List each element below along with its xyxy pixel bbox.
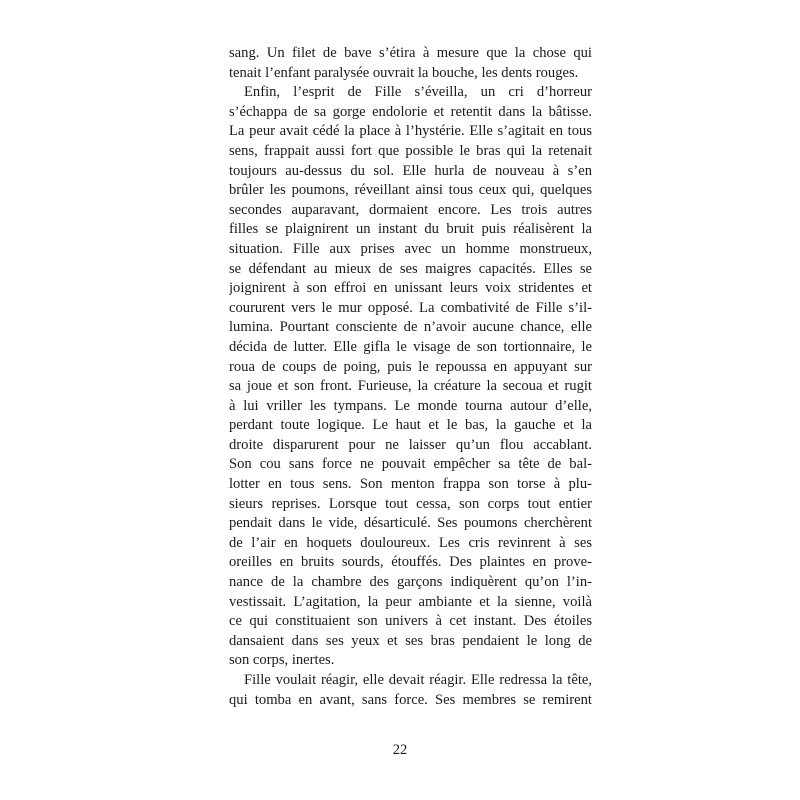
text-line: sa joue et son front. Furieuse, la créature la secoua et rugit [229,378,592,395]
text-line: Son cou sans force ne pouvait empêcher sa tête de bal- [229,456,592,473]
text-line: vestissait. L’agitation, la peur ambiante et la sienne, voilà [229,593,592,610]
text-line: toujours au-dessus du sol. Elle hurla de nouveau à s’en [229,162,592,179]
text-line: joignirent à son effroi en unissant leurs voix stridentes et [229,280,592,297]
text-line: se défendant au mieux de ses maigres capacités. Elles se [229,260,592,277]
text-line: nance de la chambre des garçons indiquèrent qu’on l’in- [229,574,592,591]
text-line: décida de lutter. Elle gifla le visage de son tortionnaire, le [229,338,592,355]
text-line: lotter en tous sens. Son menton frappa son torse à plu- [229,476,592,493]
text-line: Fille voulait réagir, elle devait réagir. Elle redressa la tête, [244,672,592,688]
text-line: oreilles en bruits sourds, étouffés. Des plaintes en prove- [229,554,592,571]
text-line: tenait l’enfant paralysée ouvrait la bouche, les dents rouges. [229,64,579,81]
text-line: roua de coups de poing, puis le repoussa en appuyant sur [229,358,592,375]
text-line: s’échappa de sa gorge endolorie et retentit dans la bâtisse. [229,103,592,120]
text-line: droite disparurent pour ne laisser qu’un flou accablant. [229,436,592,453]
text-line: pendait dans le vide, désarticulé. Ses poumons cherchèrent [229,515,592,532]
text-line: perdant toute logique. Le haut et le bas, la gauche et la [229,417,592,434]
text-line: situation. Fille aux prises avec un homme monstrueux, [229,240,592,257]
text-line: de l’air en hoquets douloureux. Les cris revinrent à ses [229,534,592,551]
text-line: lumina. Pourtant consciente de n’avoir aucune chance, elle [229,319,592,336]
body-text [229,44,592,710]
text-line: ce qui constituaient son univers à cet instant. Des étoiles [229,613,592,630]
text-line: qui tomba en avant, sans force. Ses membres se remirent [229,691,592,708]
text-line: secondes auparavant, dormaient encore. Les trois autres [229,201,592,218]
text-line: à lui vriller les tympans. Le monde tourna autour d’elle, [229,397,592,414]
text-line: filles se plaignirent un instant du bruit puis réalisèrent la [229,221,592,238]
text-line: son corps, inertes. [229,652,335,669]
text-line: sang. Un filet de bave s’étira à mesure que la chose qui [229,45,592,61]
text-line: coururent vers le mur opposé. La combativité de Fille s’il- [229,299,592,316]
text-line: La peur avait cédé la place à l’hystérie. Elle s’agitait en tous [229,123,592,140]
text-line: Enfin, l’esprit de Fille s’éveilla, un cri d’horreur [244,84,592,101]
text-line: brûler les poumons, réveillant ainsi tous ceux qui, quelques [229,182,592,199]
text-line: sieurs reprises. Lorsque tout cessa, son corps tout entier [229,495,592,512]
page-number: 22 [392,742,408,758]
text-line: dansaient dans ses yeux et ses bras pendaient le long de [229,632,592,649]
text-line: sens, frappait aussi fort que possible le bras qui la retenait [229,142,592,159]
